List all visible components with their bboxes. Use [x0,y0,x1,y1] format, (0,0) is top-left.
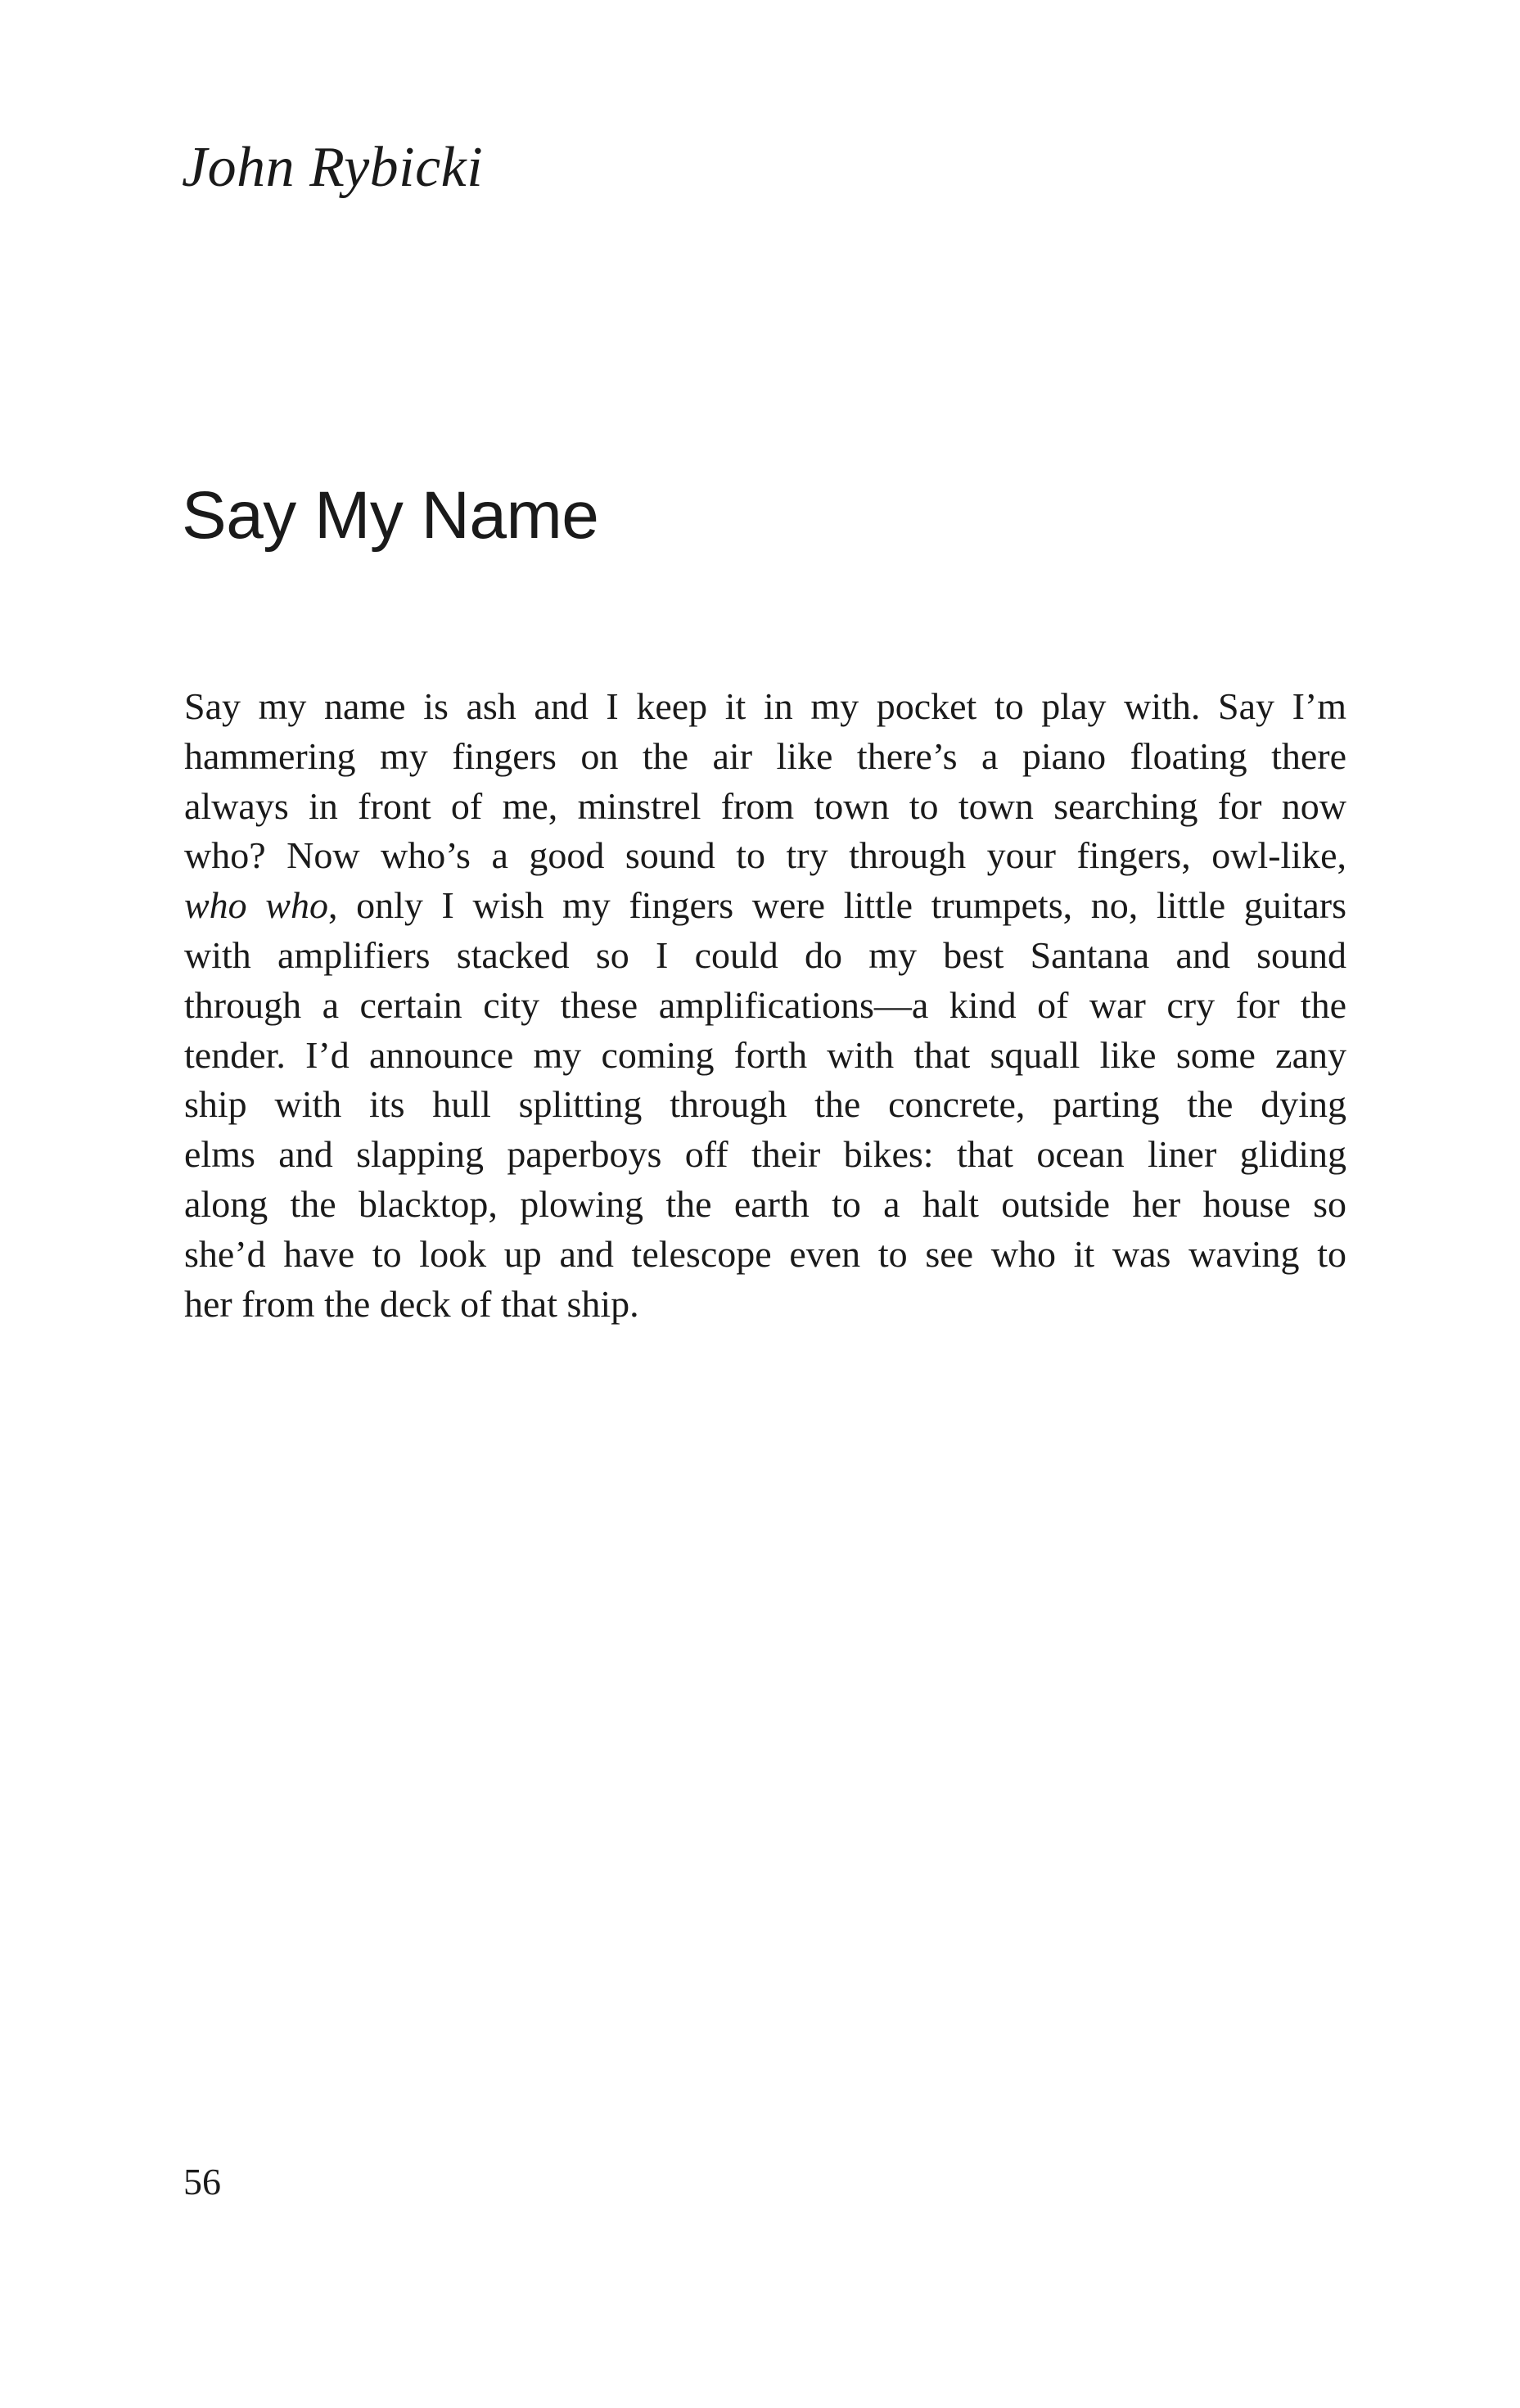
poem-body [184,682,1346,1329]
poem-line: she’d have to look up and telescope even to see who it was waving to [184,1232,1346,1275]
poem-line: tender. I’d announce my coming forth with that squall like some zany [184,1033,1346,1076]
poem-title: Say My Name [182,478,599,553]
poem-line: Say my name is ash and I keep it in my pocket to play with. Say I’m [184,685,1346,727]
poem-line: hammering my fingers on the air like there’s a piano floating there [184,734,1346,777]
author-name: John Rybicki [182,136,484,199]
poem-line: through a certain city these amplifications—a kind of war cry for the [184,983,1346,1026]
poem-line: ship with its hull splitting through the concrete, parting the dying [184,1083,1346,1126]
poem-line: always in front of me, minstrel from town to town searching for now [184,784,1346,827]
poem-line: elms and slapping paperboys off their bikes: that ocean liner gliding [184,1133,1346,1176]
page-number: 56 [183,2161,221,2202]
poem-line: along the blacktop, plowing the earth to a halt outside her house so [184,1182,1346,1225]
poem-line: her from the deck of that ship. [184,1282,639,1325]
poem-line: who? Now who’s a good sound to try through your fingers, owl-like, [184,834,1346,877]
poem-line: with amplifiers stacked so I could do my best Santana and sound [184,933,1346,976]
poem-line: who who, only I wish my fingers were little trumpets, no, little guitars [184,884,1346,927]
poem-italic-phrase: who who [184,884,328,927]
